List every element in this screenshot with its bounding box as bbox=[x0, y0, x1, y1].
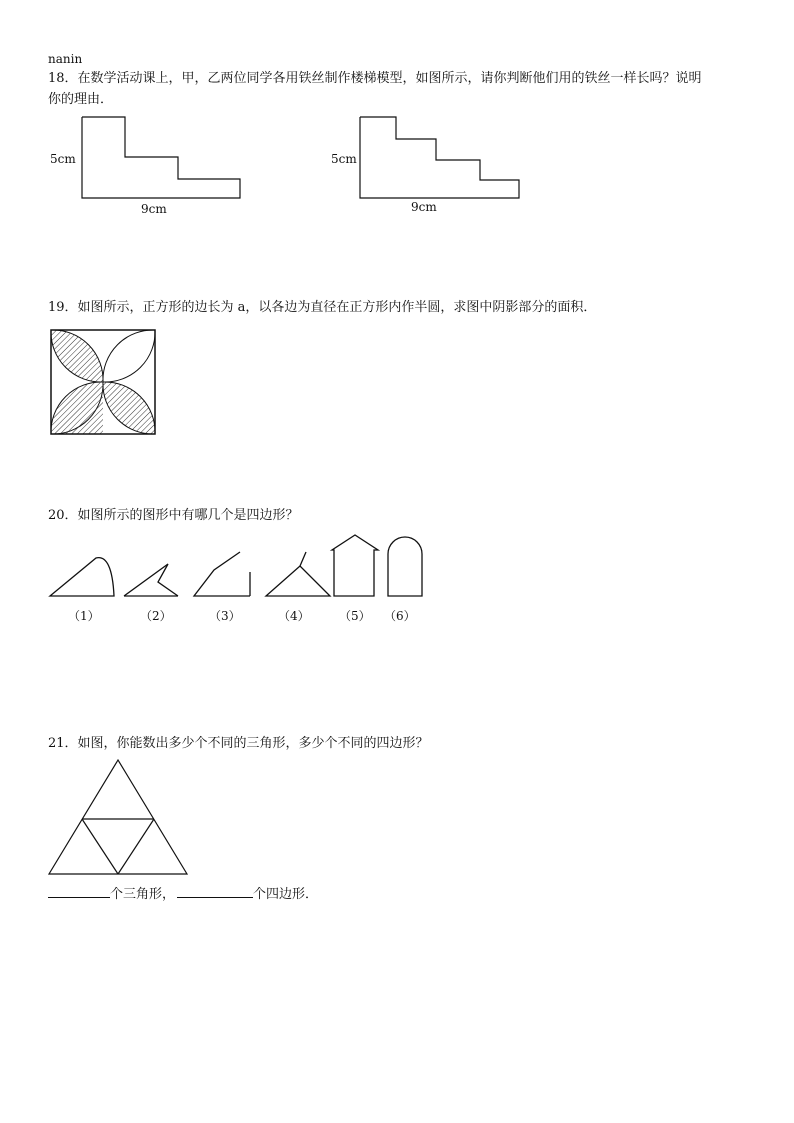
answer-blank-triangles[interactable] bbox=[48, 883, 110, 898]
shaded-petal-top-left bbox=[51, 330, 103, 382]
petal-top-right bbox=[103, 330, 155, 382]
shaded-region-bottom bbox=[51, 382, 103, 434]
q20-label-1: （1） bbox=[68, 609, 100, 623]
q18-text-line1: 18．在数学活动课上，甲，乙两位同学各用铁丝制作楼梯模型，如图所示，请你判断他们用的铁丝一样长吗？说明 bbox=[48, 71, 702, 86]
q18-fig2-width-label: 9cm bbox=[411, 200, 437, 214]
q20-label-2: （2） bbox=[140, 609, 172, 623]
q18-fig2-height-label: 5cm bbox=[331, 152, 357, 166]
q20-label-3: （3） bbox=[209, 609, 241, 623]
q20-label-4: （4） bbox=[278, 609, 310, 623]
answer-text-quadrilaterals: 个四边形． bbox=[253, 887, 319, 902]
q21-triangle-figure bbox=[44, 756, 194, 880]
q20-shapes-figure bbox=[44, 530, 434, 605]
q21-text: 21．如图，你能数出多少个不同的三角形，多少个不同的四边形？ bbox=[48, 736, 429, 751]
q18-fig1-width-label: 9cm bbox=[141, 202, 167, 216]
q19-text: 19．如图所示，正方形的边长为 a，以各边为直径在正方形内作半圆，求图中阴影部分的面积． bbox=[48, 300, 597, 315]
answer-text-triangles: 个三角形， bbox=[110, 887, 176, 902]
q18-text-line2: 你的理由． bbox=[48, 92, 114, 107]
q20-label-6: （6） bbox=[384, 609, 416, 623]
header-note: nanin bbox=[48, 52, 83, 66]
shape-5 bbox=[332, 535, 378, 596]
outer-triangle bbox=[49, 760, 187, 874]
shape-2 bbox=[124, 564, 178, 596]
inner-edge-right bbox=[118, 819, 154, 874]
q20-text: 20．如图所示的图形中有哪几个是四边形？ bbox=[48, 508, 299, 523]
q18-fig1-height-label: 5cm bbox=[50, 152, 76, 166]
q20-label-5: （5） bbox=[339, 609, 371, 623]
shape-6 bbox=[388, 537, 422, 596]
shaded-petal-bottom-right bbox=[103, 382, 155, 434]
staircase-outline-2 bbox=[360, 117, 519, 198]
q18-staircase-figure-2 bbox=[350, 112, 530, 222]
shape-4 bbox=[266, 566, 330, 596]
shape-3 bbox=[194, 552, 250, 596]
shape-1 bbox=[50, 558, 114, 596]
q21-answer-line bbox=[48, 883, 318, 904]
q19-square-semicircles-figure bbox=[48, 327, 160, 439]
answer-blank-quadrilaterals[interactable] bbox=[177, 883, 253, 898]
staircase-outline-1 bbox=[82, 117, 240, 198]
inner-edge-left bbox=[82, 819, 118, 874]
